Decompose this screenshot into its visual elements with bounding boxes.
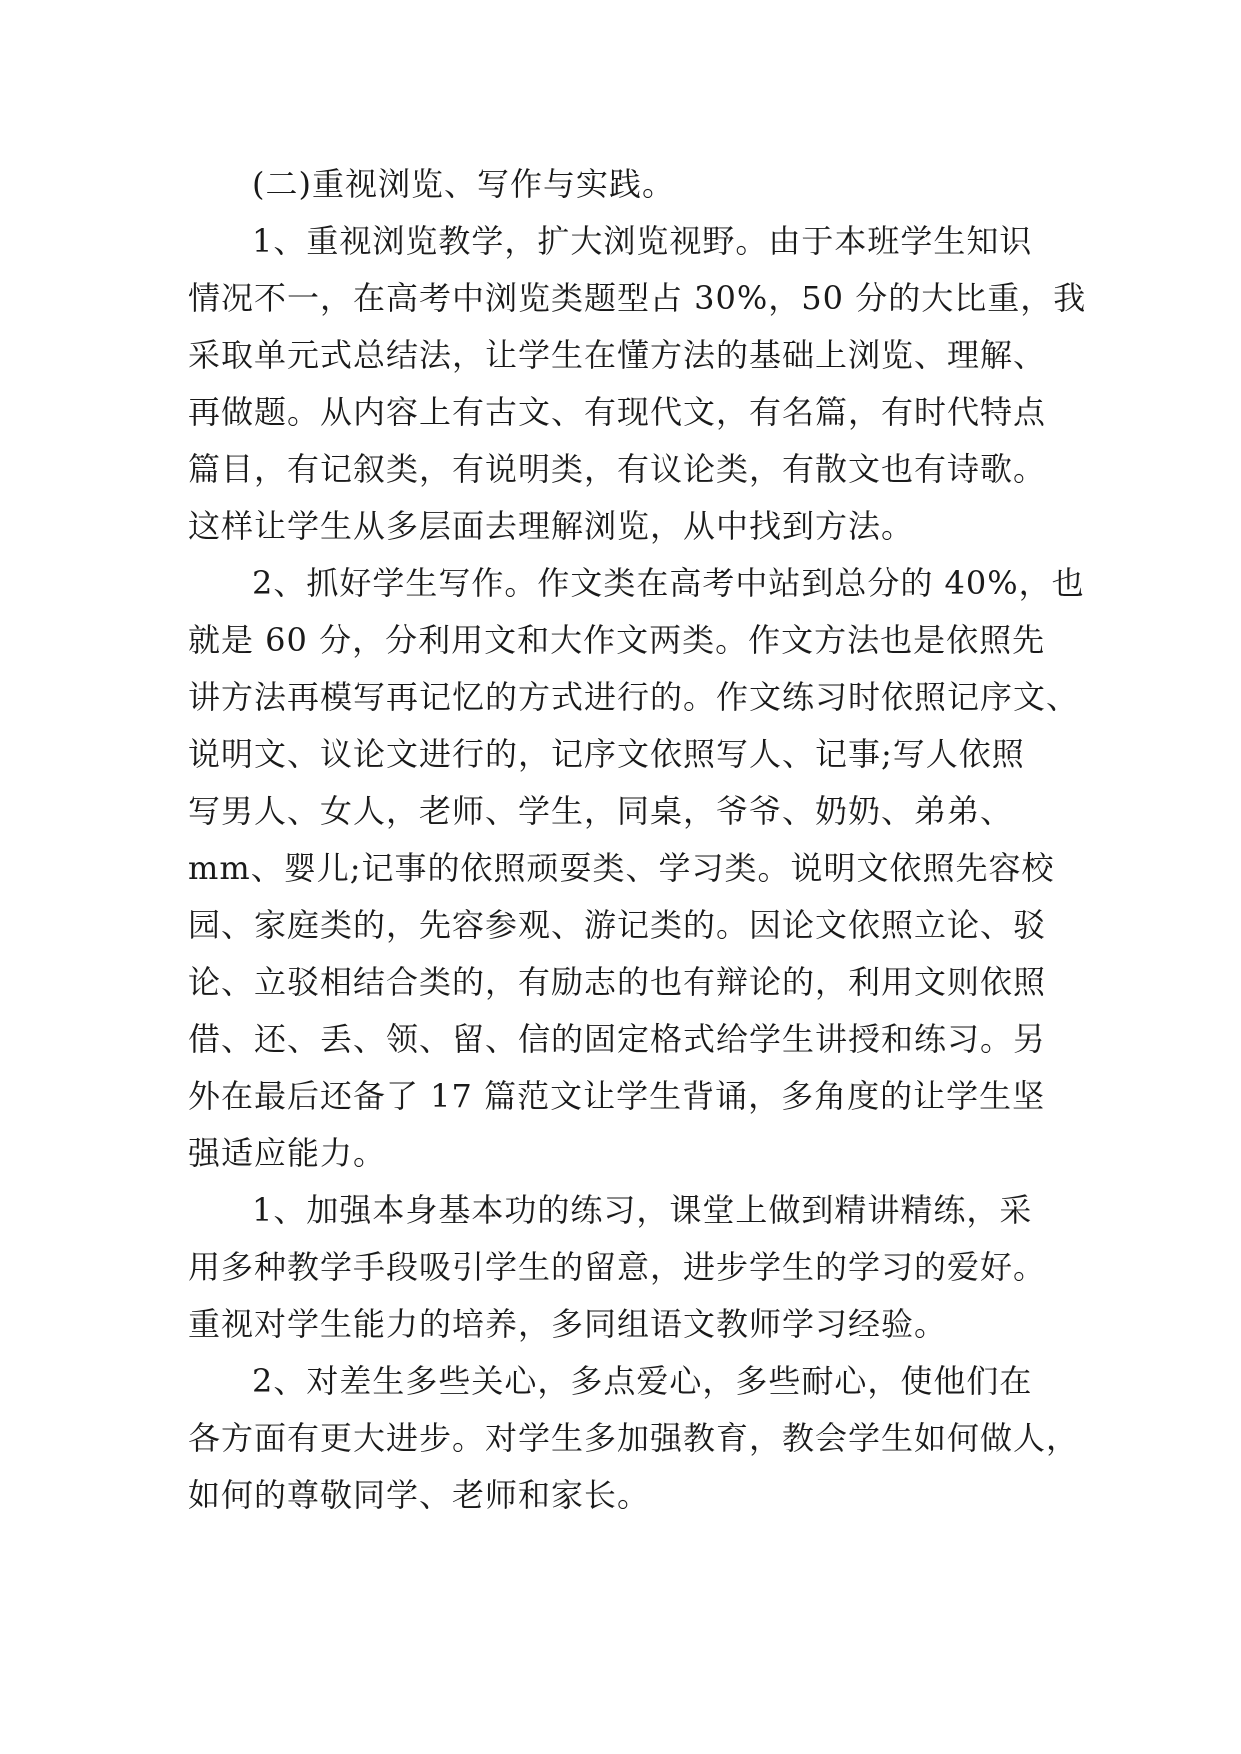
document-page: [188, 156, 1087, 1524]
text-line: 用多种教学手段吸引学生的留意，进步学生的学习的爱好。: [188, 1248, 1047, 1286]
section-heading: (二)重视浏览、写作与实践。: [252, 165, 675, 203]
text-line: 如何的尊敬同学、老师和家长。: [188, 1476, 651, 1514]
text-line: 再做题。从内容上有古文、有现代文，有名篇，有时代特点: [188, 393, 1047, 431]
text-line: 写男人、女人，老师、学生，同桌，爷爷、奶奶、弟弟、: [188, 792, 1014, 830]
text-line: 采取单元式总结法，让学生在懂方法的基础上浏览、理解、: [188, 336, 1047, 374]
text-line: 园、家庭类的，先容参观、游记类的。因论文依照立论、驳: [188, 906, 1047, 944]
text-line: 2、抓好学生写作。作文类在高考中站到总分的 40%，也: [252, 564, 1085, 602]
text-line: 重视对学生能力的培养，多同组语文教师学习经验。: [188, 1305, 948, 1343]
text-line: 情况不一，在高考中浏览类题型占 30%，50 分的大比重，我: [188, 279, 1087, 317]
text-line: 外在最后还备了 17 篇范文让学生背诵，多角度的让学生坚: [188, 1077, 1046, 1115]
text-line: 借、还、丢、领、留、信的固定格式给学生讲授和练习。另: [188, 1020, 1047, 1058]
text-line: 2、对差生多些关心，多点爱心，多些耐心，使他们在: [252, 1362, 1033, 1400]
text-line: 说明文、议论文进行的，记序文依照写人、记事;写人依照: [188, 735, 1025, 773]
text-line: 1、加强本身基本功的练习，课堂上做到精讲精练，采: [252, 1191, 1033, 1229]
text-line: 论、立驳相结合类的，有励志的也有辩论的，利用文则依照: [188, 963, 1047, 1001]
text-line: 篇目，有记叙类，有说明类，有议论类，有散文也有诗歌。: [188, 450, 1047, 488]
text-line: 就是 60 分，分利用文和大作文两类。作文方法也是依照先: [188, 621, 1046, 659]
text-line: 讲方法再模写再记忆的方式进行的。作文练习时依照记序文、: [188, 678, 1080, 716]
text-line: mm、婴儿;记事的依照顽耍类、学习类。说明文依照先容校: [188, 849, 1055, 887]
text-line: 这样让学生从多层面去理解浏览，从中找到方法。: [188, 507, 915, 545]
text-line: 强适应能力。: [188, 1134, 387, 1172]
text-line: 1、重视浏览教学，扩大浏览视野。由于本班学生知识: [252, 222, 1033, 260]
text-line: 各方面有更大进步。对学生多加强教育，教会学生如何做人，: [188, 1419, 1080, 1457]
